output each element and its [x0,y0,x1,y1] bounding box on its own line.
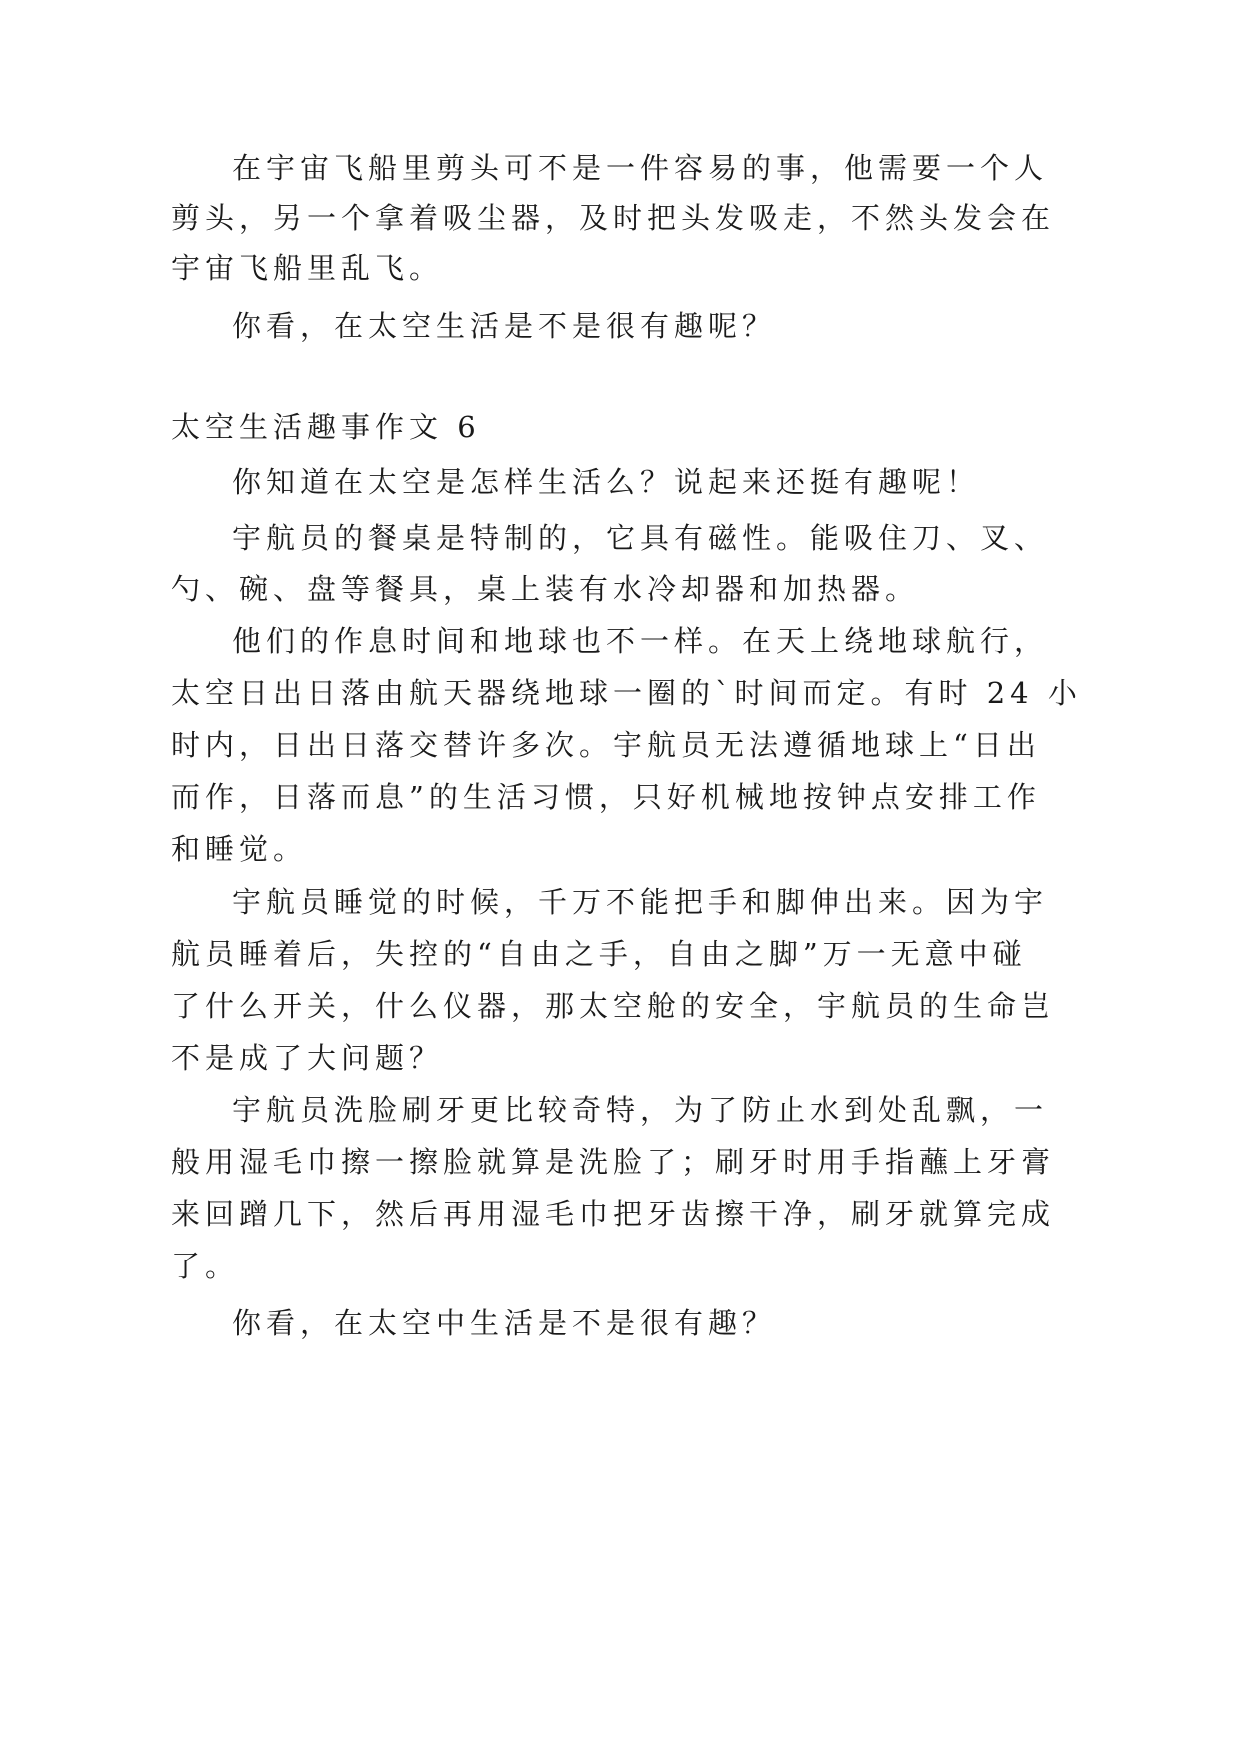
paragraph-line: 你看，在太空中生活是不是很有趣？ [232,1306,777,1340]
paragraph-line: 了什么开关，什么仪器，那太空舱的安全，宇航员的生命岂 [171,989,1056,1023]
paragraph-line: 和睡觉。 [171,832,308,866]
paragraph-line: 而作，日落而息”的生活习惯，只好机械地按钟点安排工作 [171,780,1041,814]
paragraph-line: 来回蹭几下，然后再用湿毛巾把牙齿擦干净，刷牙就算完成 [171,1197,1056,1231]
paragraph-line: 宇宙飞船里乱飞。 [171,251,444,285]
paragraph-line: 你看，在太空生活是不是很有趣呢？ [232,309,777,343]
paragraph-line: 他们的作息时间和地球也不一样。在天上绕地球航行， [232,624,1049,658]
paragraph-line: 宇航员洗脸刷牙更比较奇特，为了防止水到处乱飘，一 [232,1093,1049,1127]
paragraph-line: 航员睡着后，失控的“自由之手，自由之脚”万一无意中碰 [171,937,1027,971]
paragraph-line: 宇航员睡觉的时候，千万不能把手和脚伸出来。因为宇 [232,885,1049,919]
paragraph-line: 剪头，另一个拿着吸尘器，及时把头发吸走，不然头发会在 [171,201,1056,235]
paragraph-line: 宇航员的餐桌是特制的，它具有磁性。能吸住刀、叉、 [232,521,1049,555]
paragraph-line: 勺、碗、盘等餐具，桌上装有水冷却器和加热器。 [171,572,920,606]
paragraph-line: 时内，日出日落交替许多次。宇航员无法遵循地球上“日出 [171,728,1041,762]
paragraph-line: 了。 [171,1249,240,1283]
paragraph-line: 在宇宙飞船里剪头可不是一件容易的事，他需要一个人 [232,151,1049,185]
paragraph-line: 你知道在太空是怎样生活么？说起来还挺有趣呢！ [232,465,981,499]
paragraph-line: 般用湿毛巾擦一擦脸就算是洗脸了；刷牙时用手指蘸上牙膏 [171,1145,1056,1179]
paragraph-line: 不是成了大问题？ [171,1041,444,1075]
section-heading: 太空生活趣事作文 6 [171,410,481,444]
paragraph-line: 太空日出日落由航天器绕地球一圈的`时间而定。有时 24 小 [171,676,1082,710]
